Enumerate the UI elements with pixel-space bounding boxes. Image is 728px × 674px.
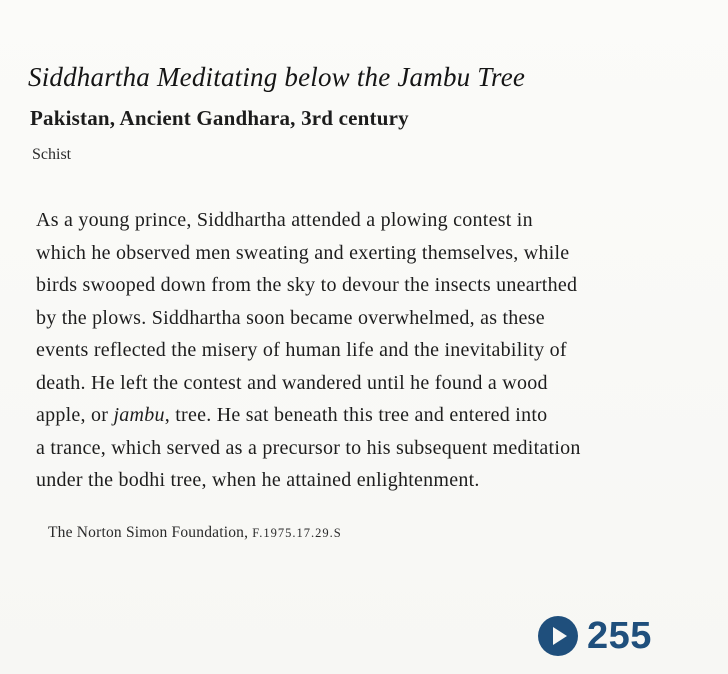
play-icon[interactable] [538, 616, 578, 656]
credit-text: The Norton Simon Foundation, [48, 524, 249, 541]
description-line: birds swooped down from the sky to devour the insects unearthed [36, 274, 578, 296]
artwork-medium: Schist [32, 146, 72, 163]
accession-number: F.1975.17.29.S [252, 526, 342, 540]
artwork-origin: Pakistan, Ancient Gandhara, 3rd century [30, 106, 409, 130]
description-text: apple, or [36, 404, 114, 426]
description-line: events reflected the misery of human life and the inevitability of [36, 339, 567, 361]
description-line: death. He left the contest and wandered until he found a wood [36, 371, 548, 394]
label-description [36, 204, 696, 497]
description-line: which he observed men sweating and exerting themselves, while [36, 241, 570, 264]
credit-line [48, 524, 342, 542]
description-line: by the plows. Siddhartha soon became overwhelmed, as these [36, 306, 545, 329]
description-line [36, 399, 696, 432]
description-line: under the bodhi tree, when he attained enlightenment. [36, 469, 480, 491]
artwork-title: Siddhartha Meditating below the Jambu Tree [28, 62, 526, 92]
audio-tour-stop[interactable] [538, 613, 652, 659]
description-line: a trance, which served as a precursor to his subsequent meditation [36, 436, 581, 459]
audio-stop-number: 255 [587, 614, 652, 657]
description-text: , tree. He sat beneath this tree and entered into [164, 404, 548, 426]
description-line: As a young prince, Siddhartha attended a plowing contest in [36, 209, 533, 231]
jambu-term: jambu [113, 404, 165, 426]
